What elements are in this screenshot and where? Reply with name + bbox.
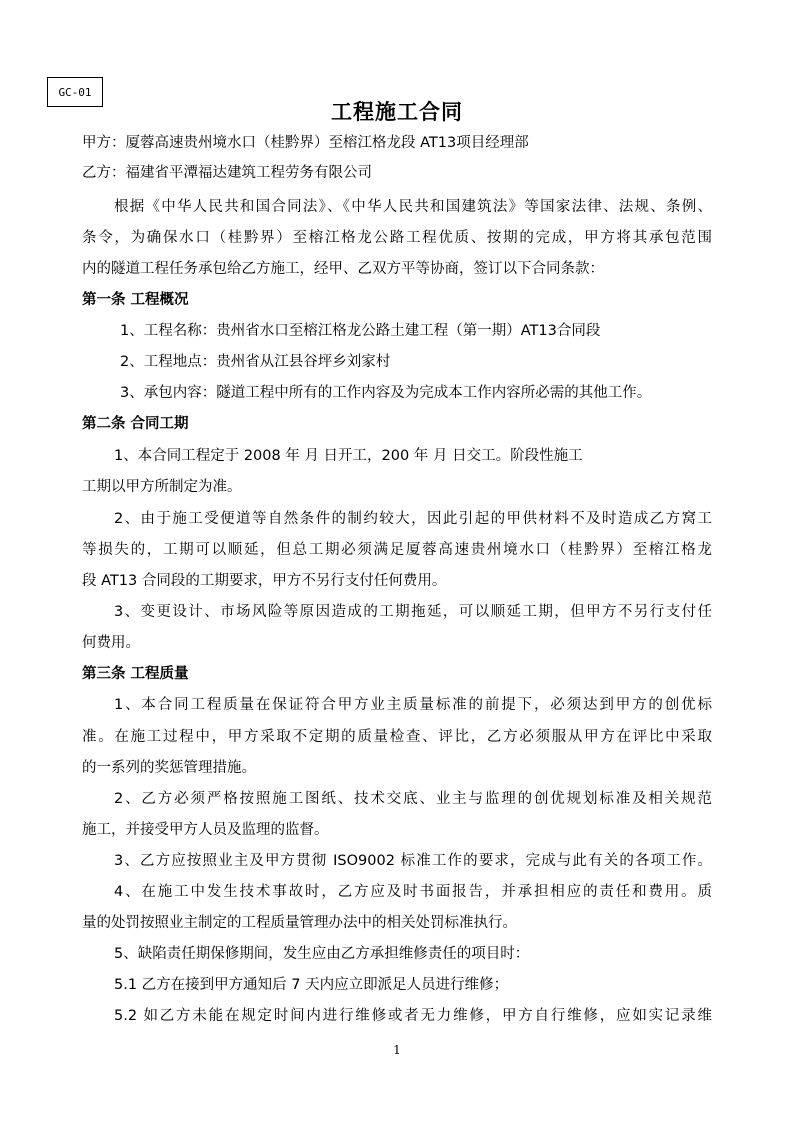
article3-heading: 第三条 工程质量 [82, 666, 189, 682]
article3-line: 4、在施工中发生技术事故时，乙方应及时书面报告，并承担相应的责任和费用。质 [114, 884, 712, 900]
article1-heading: 第一条 工程概况 [82, 292, 189, 308]
article1-item: 1、工程名称：贵州省水口至榕江格龙公路土建工程（第一期）AT13合同段 [120, 323, 601, 339]
article3-line: 施工，并接受甲方人员及监理的监督。 [82, 822, 329, 838]
article3-line: 的一系列的奖惩管理措施。 [82, 760, 256, 776]
article2-line: 等损失的，工期可以顺延，但总工期必须满足厦蓉高速贵州境水口（桂黔界）至榕江格龙 [82, 542, 712, 558]
article3-line: 1、本合同工程质量在保证符合甲方业主质量标准的前提下，必须达到甲方的创优标 [114, 697, 712, 713]
article3-line: 准。在施工过程中，甲方采取不定期的质量检查、评比，乙方必须服从甲方在评比中采取 [82, 729, 712, 745]
article2-line: 3、变更设计、市场风险等原因造成的工期拖延，可以顺延工期，但甲方不另行支付任 [114, 604, 712, 620]
article3-line: 5.2 如乙方未能在规定时间内进行维修或者无力维修，甲方自行维修，应如实记录维 [114, 1008, 712, 1024]
article2-line: 工期以甲方所制定为准。 [82, 479, 242, 495]
article1-item: 3、承包内容：隧道工程中所有的工作内容及为完成本工作内容所必需的其他工作。 [120, 385, 652, 401]
intro-line: 内的隧道工程任务承包给乙方施工，经甲、乙双方平等协商，签订以下合同条款： [82, 261, 604, 277]
page-number: 1 [393, 1043, 401, 1057]
article1-item: 2、工程地点：贵州省从江县谷坪乡刘家村 [120, 354, 391, 370]
article3-line: 2、乙方必须严格按照施工图纸、技术交底、业主与监理的创优规划标准及相关规范 [114, 791, 712, 807]
article3-line: 5、缺陷责任期保修期间，发生应由乙方承担维修责任的项目时： [114, 946, 530, 962]
article2-line: 段 AT13 合同段的工期要求，甲方不另行支付任何费用。 [82, 573, 447, 589]
intro-line: 条令，为确保水口（桂黔界）至榕江格龙公路工程优质、按期的完成，甲方将其承包范围 [82, 230, 712, 246]
document-title: 工程施工合同 [331, 100, 463, 124]
party-a: 甲方：厦蓉高速贵州境水口（桂黔界）至榕江格龙段 AT13项目经理部 [82, 135, 529, 151]
party-b: 乙方：福建省平潭福达建筑工程劳务有限公司 [82, 165, 372, 181]
article3-line: 5.1 乙方在接到甲方通知后 7 天内应立即派足人员进行维修； [114, 977, 509, 993]
intro-line: 根据《中华人民共和国合同法》、《中华人民共和国建筑法》等国家法律、法规、条例、 [114, 199, 712, 215]
article3-line: 3、乙方应按照业主及甲方贯彻 ISO9002 标准工作的要求，完成与此有关的各项工作。 [114, 853, 712, 869]
article2-line: 何费用。 [82, 635, 140, 651]
article2-heading: 第二条 合同工期 [82, 416, 189, 432]
article3-line: 量的处罚按照业主制定的工程质量管理办法中的相关处罚标准执行。 [82, 915, 517, 931]
article2-line: 1、本合同工程定于 2008 年 月 日开工，200 年 月 日交工。阶段性施工 [114, 448, 583, 464]
document-code-box: GC-01 [47, 77, 103, 107]
article2-line: 2、由于施工受便道等自然条件的制约较大，因此引起的甲供材料不及时造成乙方窝工 [114, 511, 712, 527]
